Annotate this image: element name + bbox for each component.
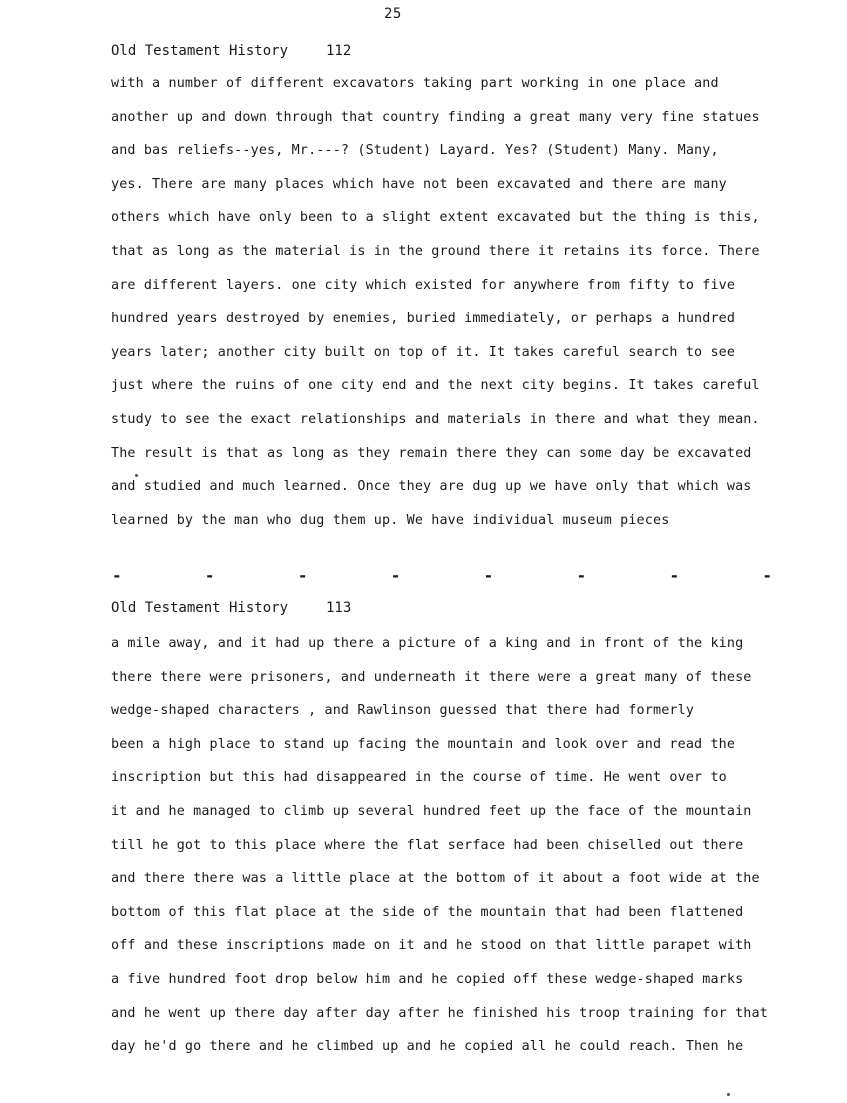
text-line: study to see the exact relationships and materials in there and what they mean. — [111, 411, 760, 427]
paper-speck — [135, 474, 138, 477]
divider-dash: - — [204, 566, 215, 585]
text-line: that as long as the material is in the ground there it retains its force. There — [111, 243, 760, 259]
text-line: learned by the man who dug them up. We have individual museum pieces — [111, 512, 670, 528]
section-header — [111, 597, 791, 619]
transcript-section-113 — [111, 597, 791, 1064]
divider-dash: - — [669, 566, 680, 585]
divider-dash: - — [762, 566, 772, 585]
lecture-number: 113 — [326, 600, 352, 616]
text-line: off and these inscriptions made on it and he stood on that little parapet with — [111, 938, 752, 954]
text-line: with a number of different excavators taking part working in one place and — [111, 76, 719, 91]
text-line: are different layers. one city which existed for anywhere from fifty to five — [111, 277, 736, 293]
section-body — [111, 627, 791, 1064]
page-number: 25 — [384, 6, 402, 22]
text-line: and he went up there day after day after he finished his troop training for that — [111, 1005, 768, 1021]
text-line: been a high place to stand up facing the mountain and look over and read the — [111, 736, 736, 752]
text-line: yes. There are many places which have not been excavated and there are many — [111, 176, 727, 192]
text-line: till he got to this place where the flat serface had been chiselled out there — [111, 837, 744, 853]
section-divider — [112, 566, 772, 585]
transcript-section-112 — [111, 40, 791, 537]
text-line: it and he managed to climb up several hundred feet up the face of the mountain — [111, 803, 752, 819]
text-line: a five hundred foot drop below him and he copied off these wedge-shaped marks — [111, 971, 744, 987]
text-line: and bas reliefs--yes, Mr.---? (Student) Layard. Yes? (Student) Many. Many, — [111, 143, 719, 159]
divider-dash: - — [576, 566, 587, 585]
text-line: bottom of this flat place at the side of the mountain that had been flattened — [111, 904, 744, 920]
divider-dash: - — [390, 566, 401, 585]
text-line: wedge-shaped characters , and Rawlinson guessed that there had formerly — [111, 703, 695, 719]
text-line: inscription but this had disappeared in the course of time. He went over to — [111, 770, 727, 786]
section-body — [111, 67, 791, 537]
course-title: Old Testament History — [111, 600, 289, 616]
divider-dash: - — [297, 566, 308, 585]
section-header — [111, 40, 791, 62]
text-line: years later; another city built on top of it. It takes careful search to see — [111, 344, 736, 360]
text-line: others which have only been to a slight extent excavated but the thing is this, — [111, 210, 760, 226]
text-line: and there there was a little place at the bottom of it about a foot wide at the — [111, 871, 760, 887]
text-line: there there were prisoners, and underneath it there were a great many of these — [111, 669, 752, 685]
text-line: hundred years destroyed by enemies, buried immediately, or perhaps a hundred — [111, 311, 736, 327]
divider-dash: - — [112, 566, 122, 585]
text-line: The result is that as long as they remain there they can some day be excavated — [111, 445, 752, 461]
text-line: another up and down through that country finding a great many very fine statues — [111, 109, 760, 125]
course-title: Old Testament History — [111, 43, 289, 59]
lecture-number: 112 — [326, 43, 352, 59]
paper-speck — [727, 1093, 730, 1096]
text-line: just where the ruins of one city end and the next city begins. It takes careful — [111, 378, 760, 394]
text-line: a mile away, and it had up there a picture of a king and in front of the king — [111, 636, 744, 651]
text-line: day he'd go there and he climbed up and he copied all he could reach. Then he — [111, 1039, 744, 1055]
divider-dash: - — [483, 566, 494, 585]
text-line: and studied and much learned. Once they are dug up we have only that which was — [111, 479, 752, 495]
